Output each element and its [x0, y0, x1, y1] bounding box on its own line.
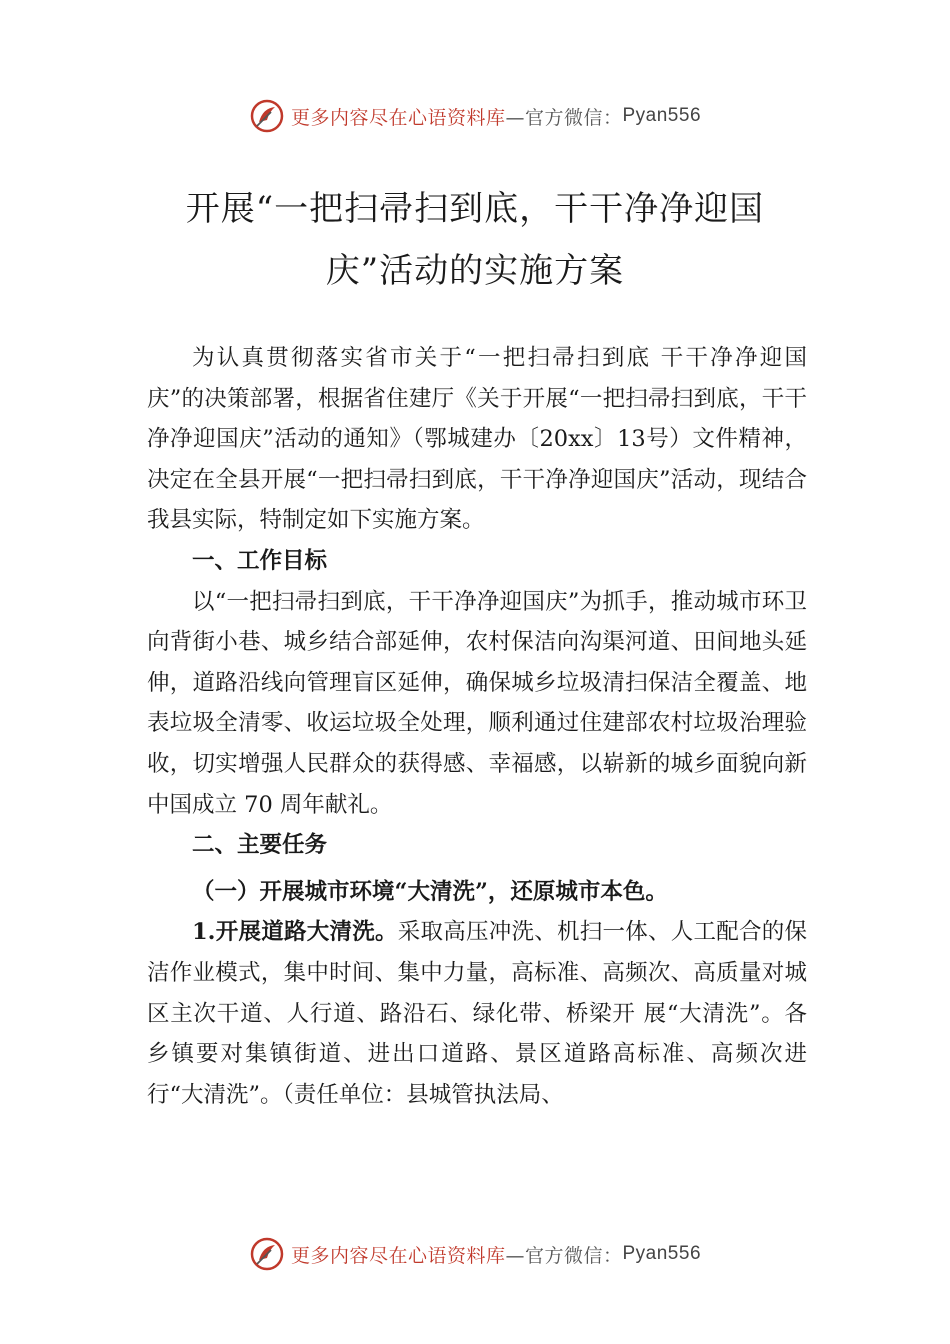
item-1-label: 1.开展道路大清洗。	[192, 919, 398, 946]
watermark-text-3: Pyan556	[622, 1243, 702, 1264]
title-line-2: 庆”活动的实施方案	[325, 251, 625, 291]
watermark-text-1: 更多内容尽在心语资料库	[290, 1244, 506, 1267]
watermark-header	[0, 96, 950, 136]
watermark-text-2: —官方微信：	[505, 1244, 623, 1267]
item-1-text: 采取高压冲洗、机扫一体、人工配合的保洁作业模式，集中时间、集中力量，高标准、高频次、高质量对城区主次干道、人行道、路沿石、绿化带、桥梁开 展“大清洗”。各乡镇要对集镇街道、进出口道路、景区道路高标准、高频次进行“大清洗”。（责任单位：县城管执法局、	[147, 919, 807, 1108]
title-line-1: 开展“一把扫帚扫到底，干干净净迎国	[185, 189, 765, 229]
document-title	[100, 178, 850, 302]
section-2-heading: 二、主要任务	[192, 832, 328, 859]
subsection-1-heading: （一）开展城市环境“大清洗”，还原城市本色。	[192, 878, 668, 905]
section-1-heading: 一、工作目标	[192, 547, 328, 574]
watermark-text-2: —官方微信：	[505, 106, 623, 129]
document-body	[147, 338, 807, 1115]
watermark-text-1: 更多内容尽在心语资料库	[290, 106, 506, 129]
logo-icon	[249, 1236, 285, 1272]
item-1-paragraph	[147, 912, 807, 1115]
section-1-paragraph: 以“一把扫帚扫到底，干干净净迎国庆”为抓手，推动城市环卫向背街小巷、城乡结合部延伸，农村保洁向沟渠河道、田间地头延伸，道路沿线向管理盲区延伸，确保城乡垃圾清扫保洁全覆盖、地表垃圾全清零、收运垃圾全处理，顺利通过住建部农村垃圾治理验收，切实增强人民群众的获得感、幸福感，以崭新的城乡面貌向新中国成立 70 周年献礼。	[147, 588, 807, 818]
intro-paragraph: 为认真贯彻落实省市关于“一把扫帚扫到底 干干净净迎国庆”的决策部署，根据省住建厅《关于开展“一把扫帚扫到底，干干净净迎国庆”活动的通知》（鄂城建办〔20xx〕13号）文件精神，决定在全县开展“一把扫帚扫到底，干干净净迎国庆”活动，现结合我县实际，特制定如下实施方案。	[147, 345, 807, 534]
watermark-text-3: Pyan556	[622, 105, 702, 126]
logo-icon	[249, 98, 285, 134]
watermark-footer	[0, 1234, 950, 1274]
